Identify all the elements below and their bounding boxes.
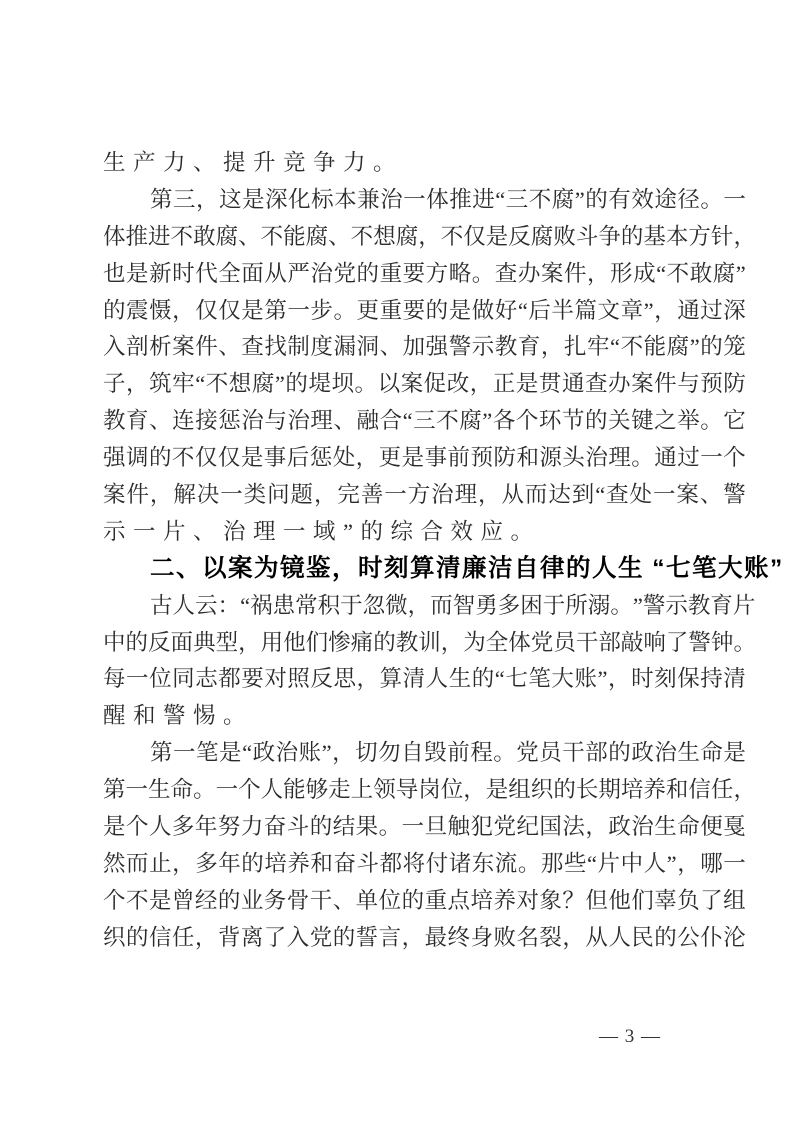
text-line: 织 的 信 任 ， 背 离 了 入 党 的 誓 言 ， 最 终 身 败 名 裂 ， 从 人 民 的 公 仆 沦 xyxy=(103,924,746,950)
text-line: 体 推 进 不 敢 腐 、 不 能 腐 、 不 想 腐 ， 不 仅 是 反 腐 败 斗 争 的 基 本 方 针 ， xyxy=(103,223,756,249)
page-number: — 3 — xyxy=(599,1026,661,1047)
text-line: 第 三 ， 这 是 深 化 标 本 兼 治 一 体 推 进 “ 三 不 腐 ” 的 有 效 途 径 。 一 xyxy=(150,186,746,212)
text-line: 强 调 的 不 仅 仅 是 事 后 惩 处 ， 更 是 事 前 预 防 和 源 头 治 理 。 通 过 一 个 xyxy=(103,445,746,471)
text-line: 教 育 、 连 接 惩 治 与 治 理 、 融 合 “ 三 不 腐 ” 各 个 环 节 的 关 键 之 举 。 它 xyxy=(103,408,746,434)
text-line: 中 的 反 面 典 型 ， 用 他 们 惨 痛 的 教 训 ， 为 全 体 党 员 干 部 敲 响 了 警 钟 。 xyxy=(103,629,756,655)
text-line: 每 一 位 同 志 都 要 对 照 反 思 ， 算 清 人 生 的 “ 七 笔 大 账 ” ， 时 刻 保 持 清 xyxy=(103,666,746,692)
text-line: 个 不 是 曾 经 的 业 务 骨 干 、 单 位 的 重 点 培 养 对 象 ？ 但 他 们 辜 负 了 组 xyxy=(103,887,746,913)
text-line: 也 是 新 时 代 全 面 从 严 治 党 的 重 要 方 略 。 查 办 案 件 ， 形 成 “ 不 敢 腐 ” xyxy=(103,260,746,286)
text-line: 示一片、治理一域”的综合效应。 xyxy=(103,518,541,544)
text-line: 古 人 云 ： “ 祸 患 常 积 于 忽 微 ， 而 智 勇 多 困 于 所 溺 。 ” 警 示 教 育 片 xyxy=(150,592,756,618)
text-line: 第 一 笔 是 “ 政 治 账 ” ， 切 勿 自 毁 前 程 。 党 员 干 部 的 政 治 生 命 是 xyxy=(150,740,746,766)
text-line: 醒和警惕。 xyxy=(103,703,254,729)
text-line: 然 而 止 ， 多 年 的 培 养 和 奋 斗 都 将 付 诸 东 流 。 那 些 “ 片 中 人 ” ， 哪 一 xyxy=(103,850,746,876)
text-line: 的 震 慑 ， 仅 仅 是 第 一 步 。 更 重 要 的 是 做 好 “ 后 半 篇 文 章 ” ， 通 过 深 xyxy=(103,297,746,323)
text-line: 生产力、提升竞争力。 xyxy=(103,150,404,175)
section-heading: 二、以案为镜鉴，时刻算清廉洁自律的人生 “七笔大账” xyxy=(150,554,784,582)
text-line: 案 件 ， 解 决 一 类 问 题 ， 完 善 一 方 治 理 ， 从 而 达 到 “ 查 处 一 案 、 警 xyxy=(103,482,746,508)
text-line: 子 ， 筑 牢 “ 不 想 腐 ” 的 堤 坝 。 以 案 促 改 ， 正 是 贯 通 查 办 案 件 与 预 防 xyxy=(103,371,746,397)
text-line: 第 一 生 命 。 一 个 人 能 够 走 上 领 导 岗 位 ， 是 组 织 的 长 期 培 养 和 信 任 ， xyxy=(103,777,756,803)
text-line: 入 剖 析 案 件 、 查 找 制 度 漏 洞 、 加 强 警 示 教 育 ， 扎 牢 “ 不 能 腐 ” 的 笼 xyxy=(103,334,746,360)
document-body xyxy=(103,145,784,957)
text-line: 是 个 人 多 年 努 力 奋 斗 的 结 果 。 一 旦 触 犯 党 纪 国 法 ， 政 治 生 命 便 戛 xyxy=(103,814,746,840)
